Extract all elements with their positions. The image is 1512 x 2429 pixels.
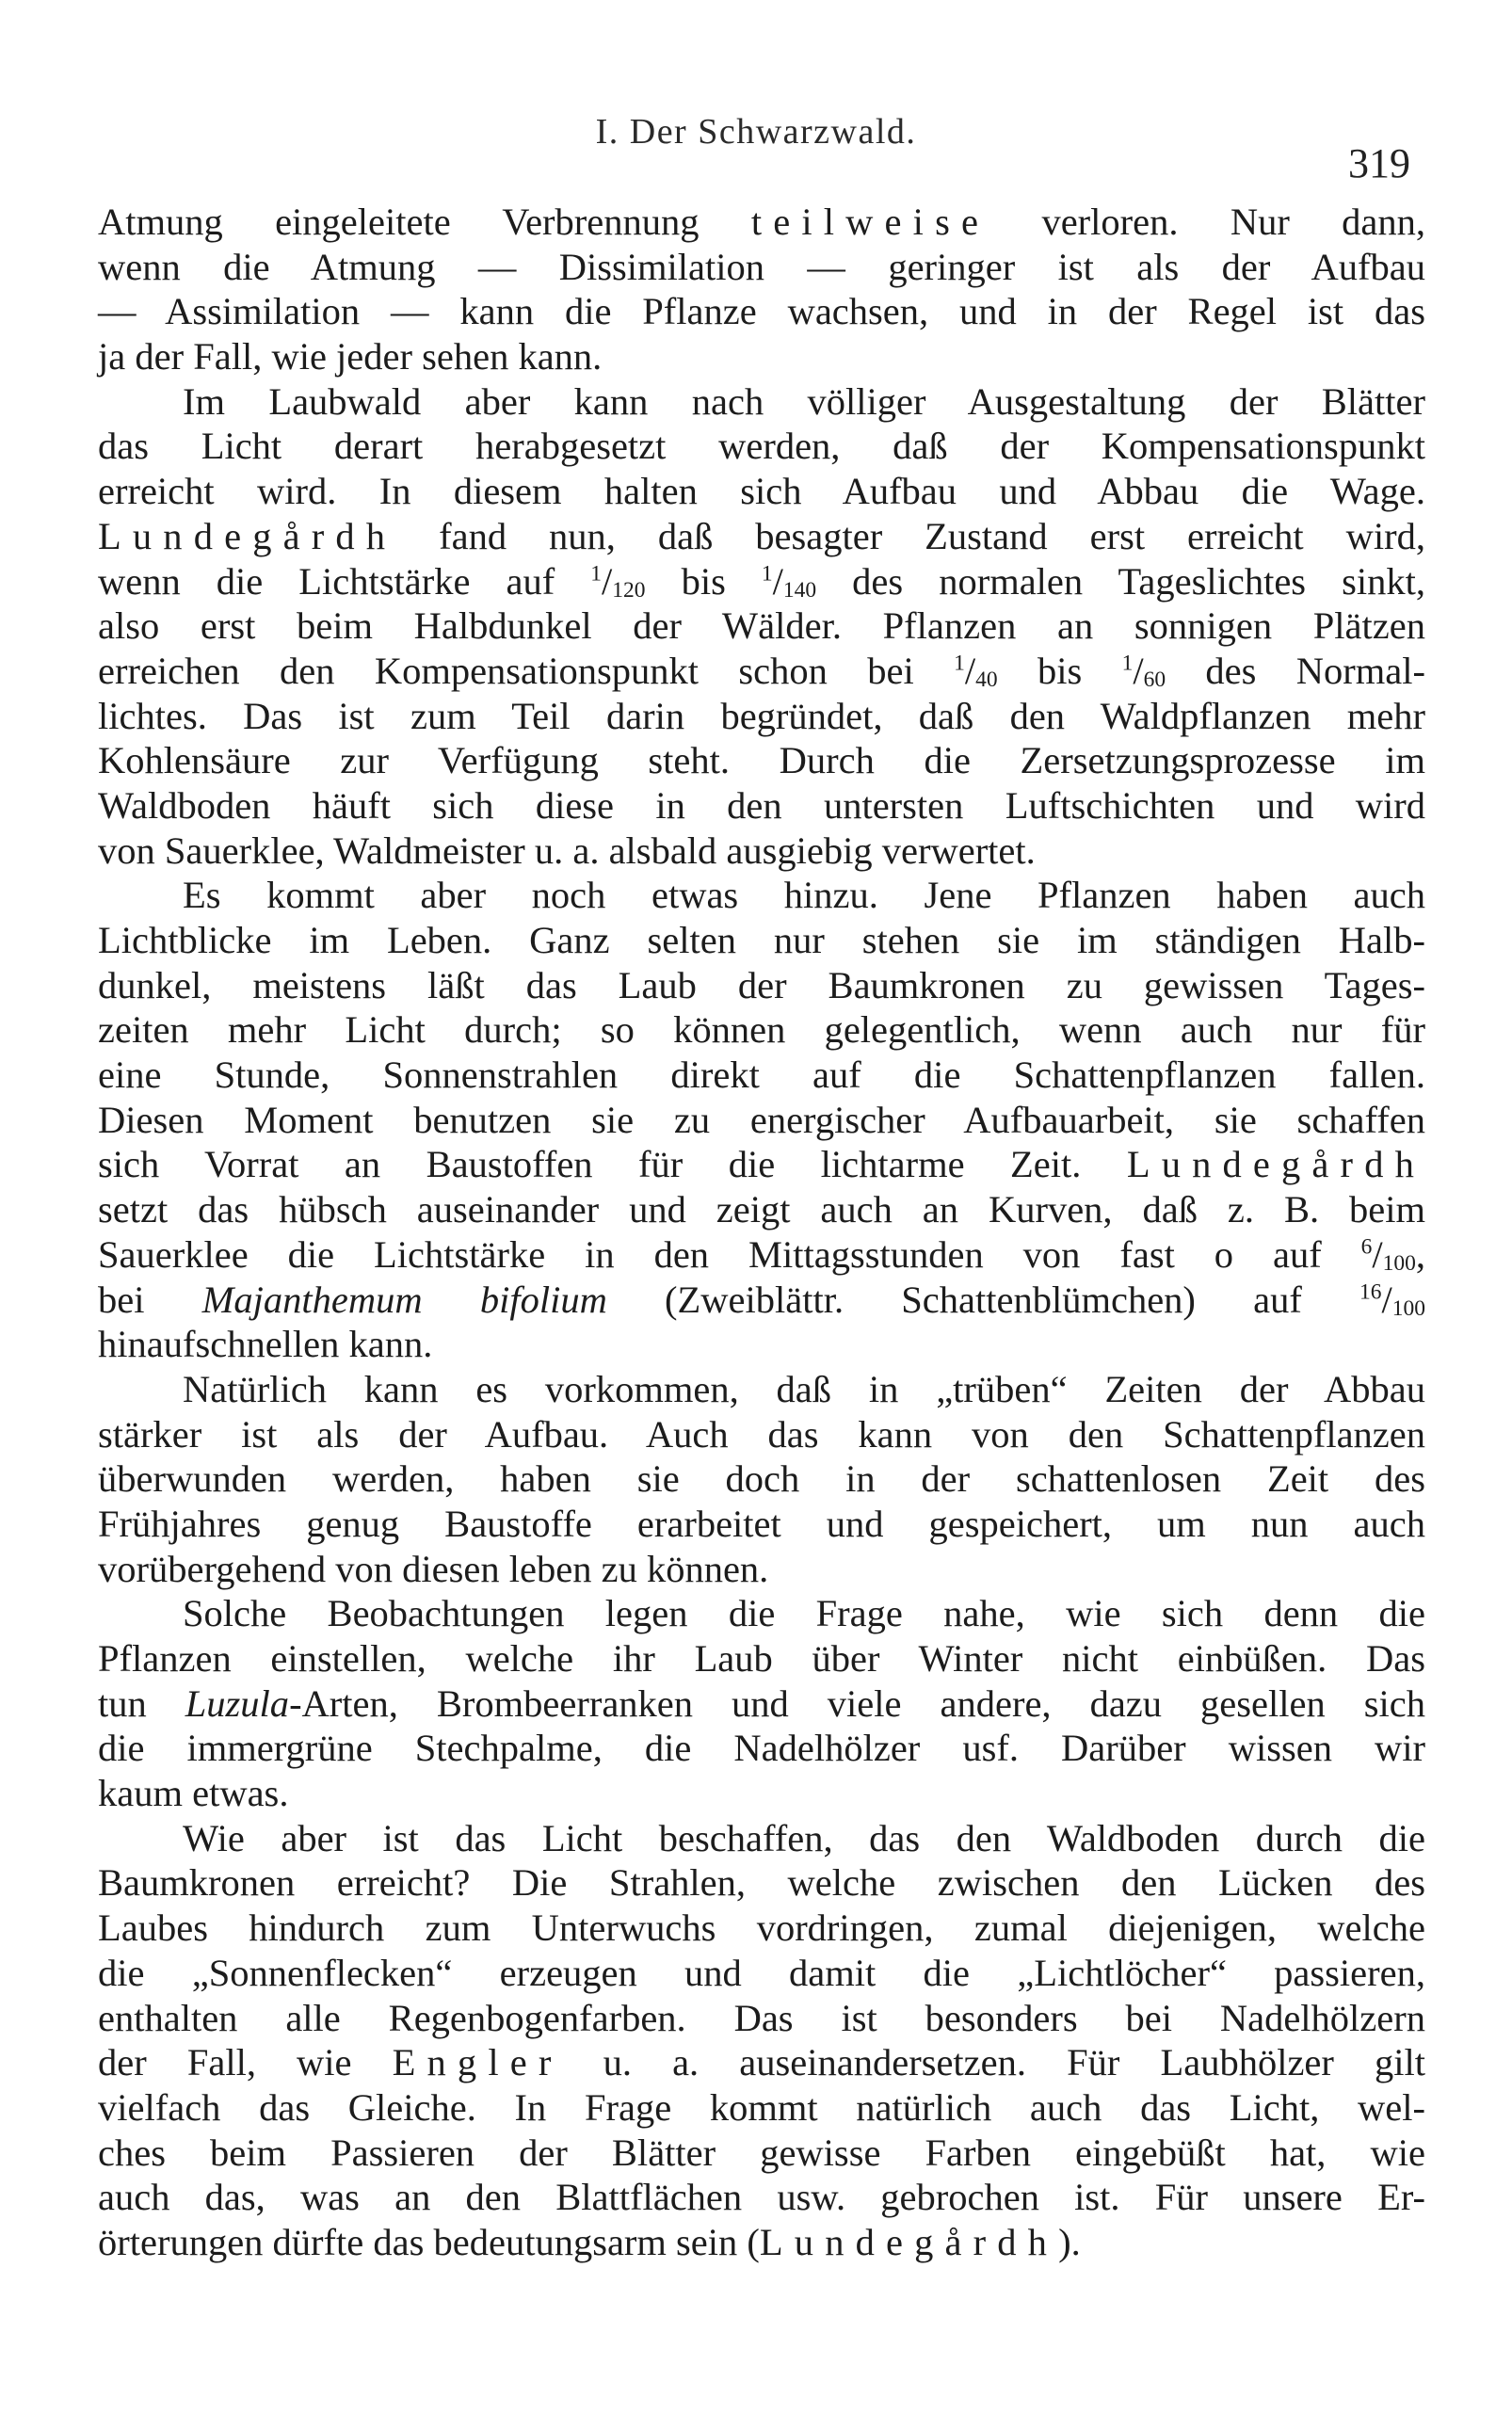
spaced-name: Lundegårdh	[759, 2220, 1059, 2263]
text-run: des normalen Tageslichtes sinkt,	[816, 559, 1426, 603]
text-run: erreicht wird. In diesem halten sich Aufbau und Abbau die Wage.	[98, 470, 1425, 513]
text-run: die „Sonnenflecken“ erzeugen und damit die „Lichtlöcher“ passieren,	[98, 1951, 1425, 1994]
text-line	[98, 2220, 1425, 2265]
text-line	[98, 1456, 1425, 1502]
text-run: fand nun, daß besagter Zustand erst erreicht wird,	[396, 514, 1425, 557]
text-line	[98, 918, 1425, 963]
text-line	[98, 1906, 1425, 1951]
text-run: Im Laubwald aber kann nach völliger Ausgestaltung der Blätter	[183, 379, 1425, 423]
text-line	[98, 1232, 1425, 1278]
text-line	[98, 1278, 1425, 1323]
text-run: verloren. Nur dann,	[989, 201, 1425, 243]
text-line	[98, 873, 1425, 918]
fraction-numerator: 1	[954, 651, 965, 676]
text-line	[98, 1771, 1425, 1816]
text-run: bei	[98, 1278, 202, 1321]
running-head: I. Der Schwarzwald.	[595, 112, 917, 152]
spaced-name: Lundegårdh	[1126, 1143, 1425, 1186]
text-run: wenn die Lichtstärke auf	[98, 559, 591, 603]
text-run: des Normal-	[1166, 649, 1425, 692]
text-line	[98, 559, 1425, 604]
text-run: überwunden werden, haben sie doch in der schattenlosen Zeit des	[98, 1457, 1425, 1501]
text-line	[98, 1816, 1425, 1861]
text-line	[98, 1367, 1425, 1412]
text-line	[98, 1412, 1425, 1457]
text-run: Lichtblicke im Leben. Ganz selten nur stehen sie im ständigen Halb-	[98, 919, 1425, 961]
text-line	[98, 514, 1425, 559]
text-run: hinaufschnellen kann.	[98, 1323, 433, 1366]
text-line	[98, 1591, 1425, 1636]
text-run: ches beim Passieren der Blätter gewisse Farben eingebüßt hat, wie	[98, 2131, 1425, 2174]
text-line	[98, 1860, 1425, 1906]
text-line	[98, 1996, 1425, 2041]
text-run: auch das, was an den Blattflächen usw. gebrochen ist. Für unsere Er-	[98, 2176, 1425, 2219]
text-run: kaum etwas.	[98, 1772, 289, 1815]
text-run: Natürlich kann es vorkommen, daß in „trüben“ Zeiten der Abbau	[183, 1367, 1425, 1410]
text-line	[98, 289, 1425, 334]
text-line	[98, 1681, 1425, 1727]
text-line	[98, 1726, 1425, 1771]
fraction-numerator: 1	[1121, 651, 1134, 676]
text-run: sich Vorrat an Baustoffen für die lichtarme Zeit.	[98, 1143, 1127, 1186]
text-line	[98, 1098, 1425, 1143]
text-run: u. a. auseinandersetzen. Für Laubhölzer gilt	[562, 2041, 1425, 2084]
fraction-numerator: 6	[1360, 1234, 1373, 1260]
text-line	[98, 1502, 1425, 1547]
text-line	[98, 603, 1425, 649]
text-line	[98, 2131, 1425, 2176]
text-line	[98, 1636, 1425, 1681]
text-run: die immergrüne Stechpalme, die Nadelhölzer usf. Darüber wissen wir	[98, 1727, 1425, 1770]
fraction-denominator: 120	[612, 577, 646, 603]
fraction-numerator: 1	[761, 560, 773, 586]
text-run: vorübergehend von diesen leben zu können.	[98, 1547, 769, 1590]
text-run: Waldboden häuft sich diese in den untersten Luftschichten und wird	[98, 783, 1425, 827]
text-line	[98, 649, 1425, 694]
page-number: 319	[1348, 140, 1410, 186]
text-run: örterungen dürfte das bedeutungsarm sein (	[98, 2220, 760, 2263]
text-run: /	[964, 649, 976, 692]
text-line	[98, 1142, 1425, 1187]
text-run: ja der Fall, wie jeder sehen kann.	[98, 335, 603, 378]
text-line	[98, 783, 1425, 828]
text-run: von Sauerklee, Waldmeister u. a. alsbald ausgiebig verwertet.	[98, 828, 1036, 872]
text-line	[98, 1951, 1425, 1996]
text-run: Diesen Moment benutzen sie zu energischer Aufbauarbeit, sie schaffen	[98, 1098, 1425, 1141]
text-run: -Arten, Brombeerranken und viele andere, dazu gesellen sich	[289, 1681, 1425, 1725]
spaced-name: Lundegårdh	[98, 514, 397, 557]
spaced-name: teilweise	[750, 201, 990, 243]
text-run: Solche Beobachtungen legen die Frage nahe, wie sich denn die	[183, 1592, 1425, 1635]
text-run: Frühjahres genug Baustoffe erarbeitet und gespeichert, um nun auch	[98, 1502, 1425, 1545]
text-run: eine Stunde, Sonnenstrahlen direkt auf die Schattenpflanzen fallen.	[98, 1054, 1425, 1097]
italic-term: Luzula	[185, 1681, 290, 1725]
text-run: Sauerklee die Lichtstärke in den Mittagsstunden von fast o auf	[98, 1232, 1361, 1276]
text-run: /	[772, 559, 783, 603]
text-run: zeiten mehr Licht durch; so können gelegentlich, wenn auch nur für	[98, 1008, 1425, 1052]
text-run: Laubes hindurch zum Unterwuchs vordringen, zumal diejenigen, welche	[98, 1906, 1425, 1950]
fraction-denominator: 40	[975, 667, 998, 692]
text-run: erreichen den Kompensationspunkt schon bei	[98, 649, 955, 692]
text-line	[98, 1322, 1425, 1367]
text-run: setzt das hübsch auseinander und zeigt auch an Kurven, daß z. B. beim	[98, 1188, 1425, 1231]
text-run: Kohlensäure zur Verfügung steht. Durch die Zersetzungsprozesse im	[98, 739, 1425, 782]
text-run: — Assimilation — kann die Pflanze wachsen, und in der Regel ist das	[98, 290, 1425, 333]
text-line	[98, 379, 1425, 425]
text-line	[98, 2175, 1425, 2220]
text-run: enthalten alle Regenbogenfarben. Das ist besonders bei Nadelhölzern	[98, 1996, 1425, 2039]
body-text	[98, 200, 1425, 2265]
text-run: /	[1133, 649, 1144, 692]
fraction-denominator: 60	[1143, 667, 1166, 692]
text-run: Wie aber ist das Licht beschaffen, das den Waldboden durch die	[183, 1816, 1425, 1859]
text-run: Pflanzen einstellen, welche ihr Laub über Winter nicht einbüßen. Das	[98, 1637, 1425, 1680]
italic-term: Majanthemum bifolium	[201, 1278, 607, 1321]
fraction-numerator: 1	[590, 560, 603, 586]
text-run: wenn die Atmung — Dissimilation — geringer ist als der Aufbau	[98, 245, 1425, 288]
fraction-denominator: 100	[1391, 1295, 1425, 1321]
text-run: tun	[98, 1681, 185, 1725]
text-run: der Fall, wie	[98, 2041, 393, 2084]
text-run: ).	[1058, 2220, 1081, 2263]
text-run: stärker ist als der Aufbau. Auch das kann von den Schattenpflanzen	[98, 1412, 1425, 1456]
text-line	[98, 2040, 1425, 2085]
text-run: (Zweiblättr. Schattenblümchen) auf	[606, 1278, 1359, 1321]
text-run: /	[1381, 1278, 1392, 1321]
text-run: ,	[1415, 1232, 1425, 1276]
text-line	[98, 334, 1425, 379]
fraction-numerator: 16	[1359, 1279, 1382, 1304]
text-run: vielfach das Gleiche. In Frage kommt natürlich auch das Licht, wel-	[98, 2085, 1425, 2129]
text-run: Baumkronen erreicht? Die Strahlen, welche zwischen den Lücken des	[98, 1861, 1425, 1905]
text-run: lichtes. Das ist zum Teil darin begründet, daß den Waldpflanzen mehr	[98, 694, 1425, 737]
text-run: bis	[645, 559, 762, 603]
text-line	[98, 828, 1425, 874]
text-run: dunkel, meistens läßt das Laub der Baumkronen zu gewissen Tages-	[98, 963, 1425, 1006]
text-run: Atmung eingeleitete Verbrennung	[98, 201, 751, 243]
text-line	[98, 1007, 1425, 1053]
text-line	[98, 245, 1425, 290]
text-run: bis	[997, 649, 1122, 692]
fraction-denominator: 140	[782, 577, 817, 603]
text-run: also erst beim Halbdunkel der Wälder. Pflanzen an sonnigen Plätzen	[98, 604, 1425, 648]
text-line	[98, 1547, 1425, 1592]
text-run: /	[1372, 1232, 1383, 1276]
text-line	[98, 963, 1425, 1008]
text-line	[98, 1187, 1425, 1232]
spaced-name: Engler	[392, 2041, 563, 2084]
text-line	[98, 738, 1425, 783]
fraction-denominator: 100	[1382, 1250, 1416, 1276]
text-run: /	[602, 559, 613, 603]
text-line	[98, 2085, 1425, 2131]
text-run: das Licht derart herabgesetzt werden, daß der Kompensationspunkt	[98, 425, 1425, 468]
text-line	[98, 1053, 1425, 1098]
text-line	[98, 469, 1425, 514]
text-line	[98, 424, 1425, 469]
text-line	[98, 694, 1425, 739]
text-run: Es kommt aber noch etwas hinzu. Jene Pflanzen haben auch	[183, 874, 1425, 917]
text-line	[98, 200, 1425, 245]
